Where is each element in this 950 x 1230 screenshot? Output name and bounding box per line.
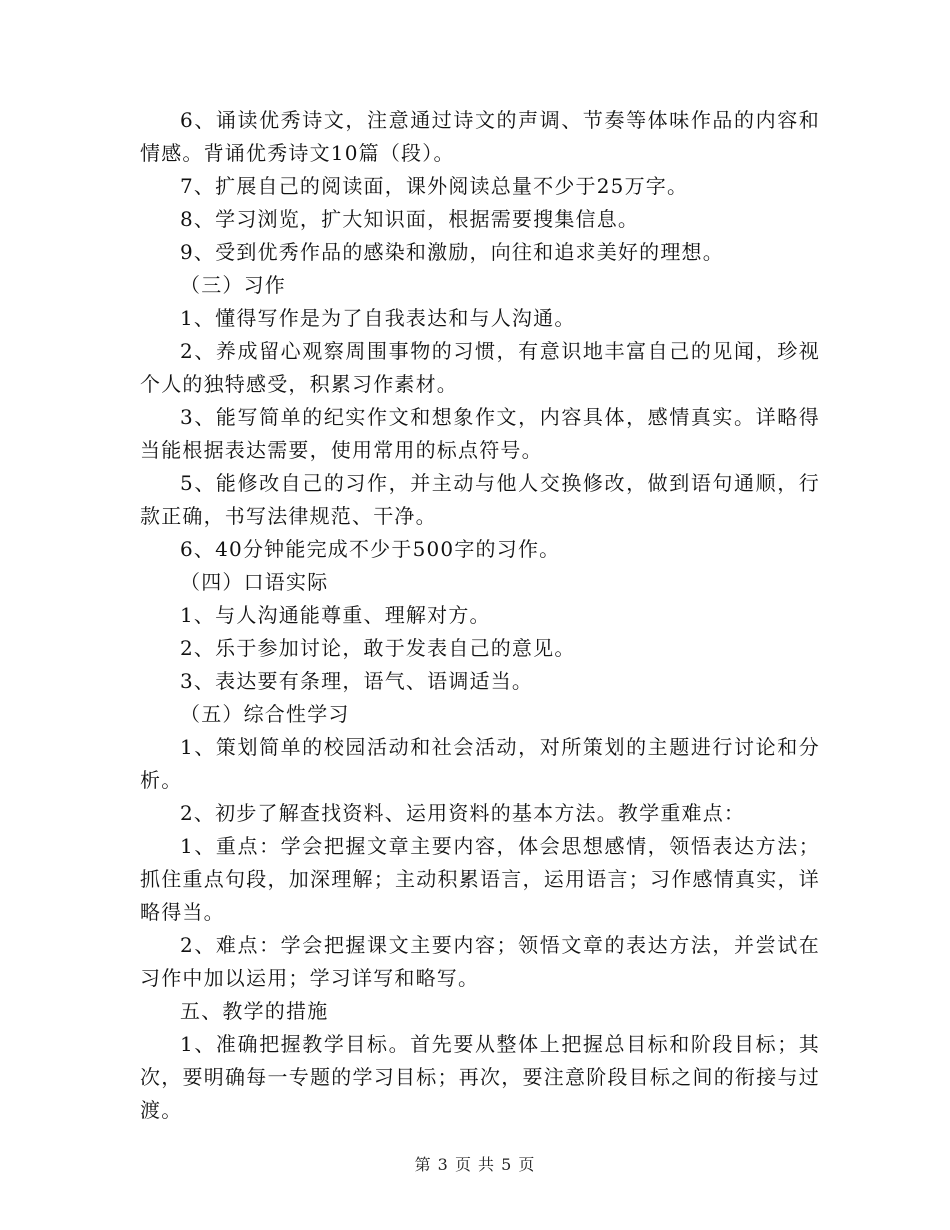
paragraph: 1、懂得写作是为了自我表达和与人沟通。 xyxy=(180,306,576,330)
section-heading: （三）习作 xyxy=(180,273,286,297)
document-body xyxy=(140,104,820,1127)
paragraph: 1、策划简单的校园活动和社会活动，对所策划的主题进行讨论和分析。 xyxy=(140,735,820,792)
paragraph: 3、表达要有条理，语气、语调适当。 xyxy=(180,669,534,693)
paragraph: 7、扩展自己的阅读面，课外阅读总量不少于25万字。 xyxy=(180,174,689,198)
paragraph: 9、受到优秀作品的感染和激励，向往和追求美好的理想。 xyxy=(180,240,724,264)
page-number-footer: 第 3 页 共 5 页 xyxy=(414,1155,536,1174)
section-heading: （五）综合性学习 xyxy=(180,702,350,726)
paragraph: 2、初步了解查找资料、运用资料的基本方法。教学重难点： xyxy=(180,801,746,825)
paragraph: 2、养成留心观察周围事物的习惯，有意识地丰富自己的见闻，珍视个人的独特感受，积累习作素材。 xyxy=(140,339,820,396)
paragraph: 8、学习浏览，扩大知识面，根据需要搜集信息。 xyxy=(180,207,640,231)
paragraph: 1、与人沟通能尊重、理解对方。 xyxy=(180,603,491,627)
paragraph: 1、重点：学会把握文章主要内容，体会思想感情，领悟表达方法；抓住重点句段，加深理解；主动积累语言，运用语言；习作感情真实，详略得当。 xyxy=(140,834,820,924)
paragraph: 2、难点：学会把握课文主要内容；领悟文章的表达方法，并尝试在习作中加以运用；学习详写和略写。 xyxy=(140,933,820,990)
paragraph: 3、能写简单的纪实作文和想象作文，内容具体，感情真实。详略得当能根据表达需要，使用常用的标点符号。 xyxy=(140,405,820,462)
paragraph: 2、乐于参加讨论，敢于发表自己的意见。 xyxy=(180,636,576,660)
paragraph: 6、诵读优秀诗文，注意通过诗文的声调、节奏等体味作品的内容和情感。背诵优秀诗文10篇（段）。 xyxy=(140,108,820,165)
section-heading: 五、教学的措施 xyxy=(180,999,329,1023)
paragraph: 6、40分钟能完成不少于500字的习作。 xyxy=(180,537,561,561)
section-heading: （四）口语实际 xyxy=(180,570,329,594)
paragraph: 1、准确把握教学目标。首先要从整体上把握总目标和阶段目标；其次，要明确每一专题的学习目标；再次，要注意阶段目标之间的衔接与过渡。 xyxy=(140,1032,820,1122)
paragraph: 5、能修改自己的习作，并主动与他人交换修改，做到语句通顺，行款正确，书写法律规范、干净。 xyxy=(140,471,820,528)
